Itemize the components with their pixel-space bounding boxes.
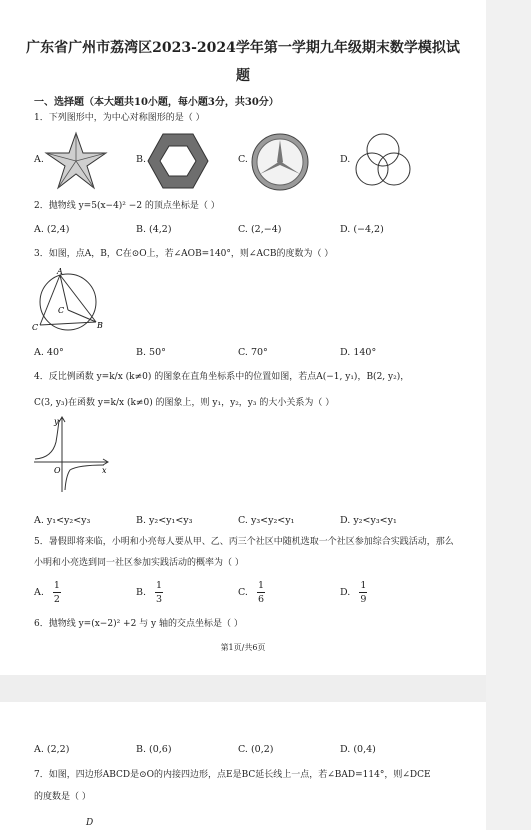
- q1-label-c: C.: [238, 154, 248, 165]
- question-4-stem-line-1: 4．反比例函数 y=k/x (k≠0) 的图象在直角坐标系中的位置如图，若点A(−1, y₁)，B(2, y₂)，: [34, 372, 410, 382]
- scrollbar-track[interactable]: [486, 0, 531, 830]
- q5-label-a: A.: [34, 587, 44, 598]
- q5-option-d: [340, 580, 367, 605]
- fraction-a: [53, 580, 61, 605]
- q6-option-b: B. (0,6): [136, 744, 172, 755]
- numerator-d: 1: [360, 580, 367, 591]
- denominator-a: 2: [53, 594, 60, 605]
- q4-option-c: C. y₃<y₂<y₁: [238, 515, 295, 526]
- label-point-c: C: [32, 323, 39, 332]
- page-footer: 第1页/共6页: [220, 643, 266, 652]
- question-1-stem: 1．下列图形中，为中心对称图形的是（ ）: [34, 113, 205, 123]
- fraction-b: [155, 580, 163, 605]
- question-5-stem-line-2: 小明和小亮选到同一社区参加实践活动的概率为（ ）: [34, 558, 244, 568]
- denominator-c: 6: [257, 594, 264, 605]
- question-4-stem-line-2: C(3, y₃)在函数 y=k/x (k≠0) 的图象上，则 y₁，y₂，y₃ 的大小关系为（ ）: [34, 398, 335, 408]
- q7-figure-label-d: D: [86, 818, 94, 828]
- q3-option-d: D. 140°: [340, 347, 377, 358]
- q5-label-b: B.: [136, 587, 147, 598]
- q6-option-a: A. (2,2): [34, 744, 70, 755]
- question-6-stem: 6．抛物线 y=(x−2)² +2 与 y 轴的交点坐标是（ ）: [34, 619, 243, 629]
- numerator-b: 1: [156, 580, 163, 591]
- hexagon-nut-figure: [147, 132, 209, 190]
- q5-option-a: [34, 580, 61, 605]
- three-circles-figure: [352, 132, 414, 190]
- q6-option-d: D. (0,4): [340, 744, 376, 755]
- question-7-stem-line-1: 7．如图，四边形ABCD是⊙O的内接四边形，点E是BC延长线上一点，若∠BAD=114°，则∠DCE: [34, 770, 431, 780]
- star-figure: [44, 131, 108, 191]
- q5-option-c: [238, 580, 265, 605]
- fraction-d: [359, 580, 367, 605]
- q2-option-b: B. (4,2): [136, 224, 172, 235]
- q3-option-a: A. 40°: [34, 347, 64, 358]
- denominator-b: 3: [156, 594, 163, 605]
- label-point-b: B: [97, 321, 103, 330]
- section-heading: 一、选择题（本大题共10小题，每小题3分，共30分）: [34, 97, 279, 108]
- label-y-axis: y: [54, 417, 59, 426]
- question-7-stem-line-2: 的度数是（ ）: [34, 792, 91, 802]
- document-page-2: [0, 702, 486, 830]
- denominator-d: 9: [360, 594, 367, 605]
- q2-option-d: D. (−4,2): [340, 224, 384, 235]
- question-5-stem-line-1: 5．暑假即将来临，小明和小亮每人要从甲、乙、丙三个社区中随机选取一个社区参加综合实践活动，那么: [34, 537, 454, 547]
- circle-angle-figure: [30, 266, 106, 336]
- q6-option-c: C. (0,2): [238, 744, 274, 755]
- q5-label-d: D.: [340, 587, 351, 598]
- label-x-axis: x: [102, 466, 107, 475]
- q1-label-b: B.: [136, 154, 147, 165]
- page-title: 广东省广州市荔湾区2023-2024学年第一学期九年级期末数学模拟试题: [26, 40, 460, 84]
- q2-option-a: A. (2,4): [34, 224, 70, 235]
- question-2-stem: 2．抛物线 y=5(x−4)² −2 的顶点坐标是（ ）: [34, 201, 220, 211]
- mercedes-logo-figure: [250, 132, 310, 192]
- q4-option-b: B. y₂<y₁<y₃: [136, 515, 193, 526]
- numerator-a: 1: [53, 580, 60, 591]
- label-origin: O: [54, 466, 61, 475]
- q3-option-b: B. 50°: [136, 347, 166, 358]
- q5-label-c: C.: [238, 587, 248, 598]
- q1-label-d: D.: [340, 154, 351, 165]
- q4-option-d: D. y₂<y₃<y₁: [340, 515, 397, 526]
- fraction-c: [257, 580, 265, 605]
- label-point-a: A: [57, 267, 63, 276]
- q2-option-c: C. (2,−4): [238, 224, 282, 235]
- question-3-stem: 3．如图，点A，B，C在⊙O上，若∠AOB=140°，则∠ACB的度数为（ ）: [34, 249, 334, 259]
- numerator-c: 1: [257, 580, 264, 591]
- q5-option-b: [136, 580, 163, 605]
- q4-option-a: A. y₁<y₂<y₃: [34, 515, 91, 526]
- hyperbola-graph-figure: [32, 414, 110, 494]
- q1-label-a: A.: [34, 154, 44, 165]
- q3-option-c: C. 70°: [238, 347, 268, 358]
- label-point-o: C: [58, 306, 65, 315]
